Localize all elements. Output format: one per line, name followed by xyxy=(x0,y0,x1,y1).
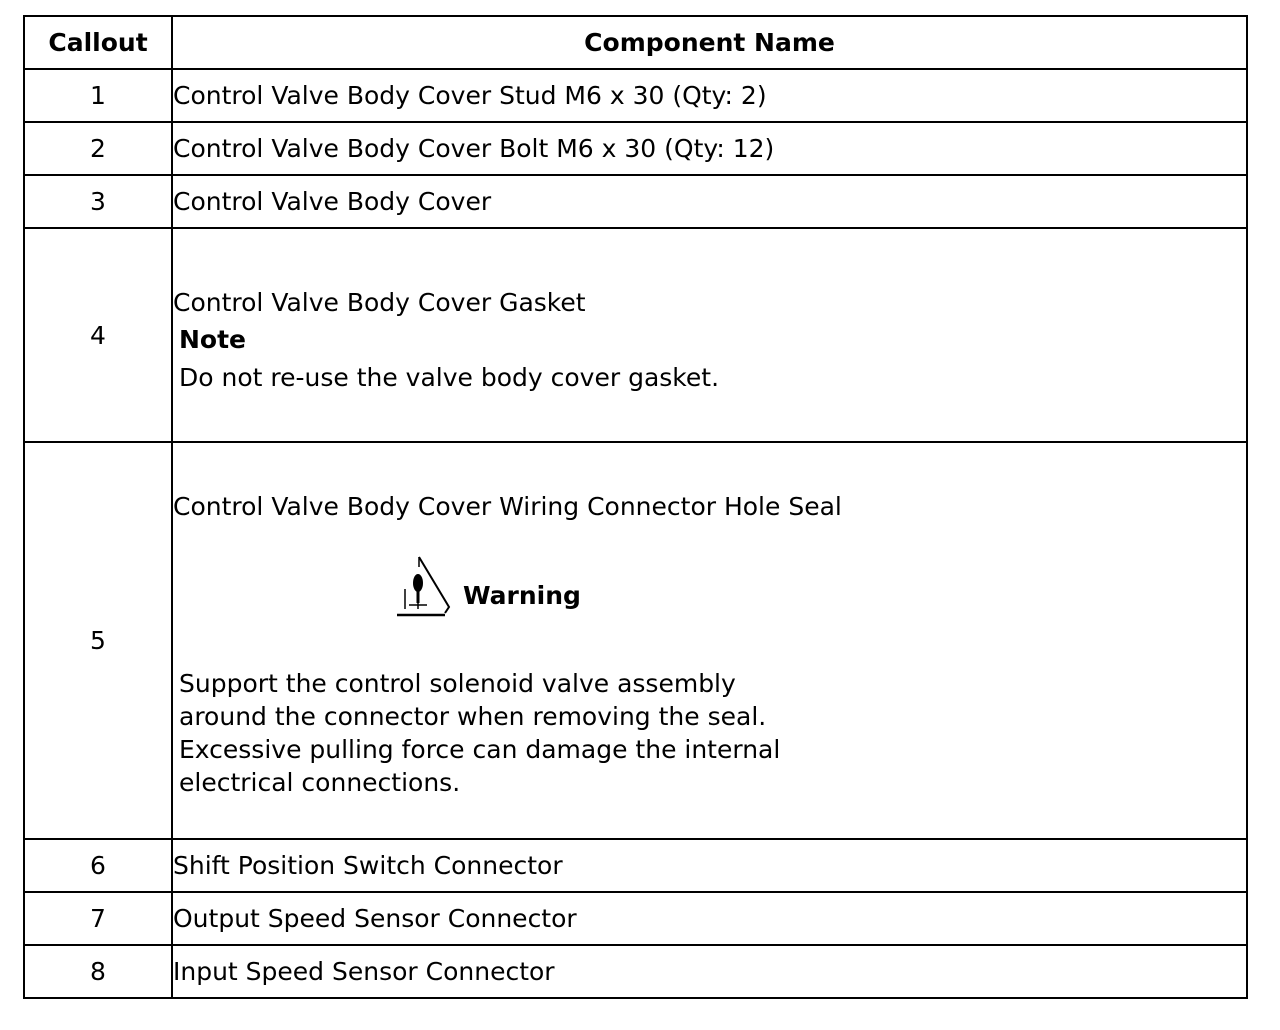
callout-header: Callout xyxy=(24,16,172,69)
component-table xyxy=(23,15,1248,999)
table-row xyxy=(24,175,1247,228)
component-name: Control Valve Body Cover Wiring Connector Hole Seal xyxy=(173,492,842,521)
table-row xyxy=(24,839,1247,892)
callout-number: 7 xyxy=(24,892,172,945)
note-text: Do not re-use the valve body cover gasket. xyxy=(179,363,720,392)
table-row xyxy=(24,442,1247,839)
header-row xyxy=(24,16,1247,69)
note-label: Note xyxy=(179,325,247,354)
component-name-header: Component Name xyxy=(172,16,1247,69)
table-row xyxy=(24,228,1247,442)
component-name: Output Speed Sensor Connector xyxy=(172,892,1247,945)
component-name: Control Valve Body Cover xyxy=(172,175,1247,228)
callout-number: 5 xyxy=(24,442,172,839)
callout-number: 1 xyxy=(24,69,172,122)
callout-number: 8 xyxy=(24,945,172,998)
component-name: Input Speed Sensor Connector xyxy=(172,945,1247,998)
warning-text: Support the control solenoid valve assembly around the connector when removing the seal. Excessive pulling force can damage the internal electrical connections. xyxy=(179,669,781,797)
callout-number: 6 xyxy=(24,839,172,892)
component-cell xyxy=(172,228,1247,442)
component-cell xyxy=(172,442,1247,839)
component-name: Control Valve Body Cover Stud M6 x 30 (Qty: 2) xyxy=(172,69,1247,122)
table-row xyxy=(24,892,1247,945)
table-row xyxy=(24,945,1247,998)
callout-number: 3 xyxy=(24,175,172,228)
component-name: Shift Position Switch Connector xyxy=(172,839,1247,892)
component-name: Control Valve Body Cover Bolt M6 x 30 (Qty: 12) xyxy=(172,122,1247,175)
warning-hand-icon xyxy=(395,555,453,617)
callout-number: 4 xyxy=(24,228,172,442)
table-row xyxy=(24,122,1247,175)
callout-number: 2 xyxy=(24,122,172,175)
component-name: Control Valve Body Cover Gasket xyxy=(173,288,586,317)
table-row xyxy=(24,69,1247,122)
warning-block xyxy=(173,545,1246,645)
warning-label: Warning xyxy=(463,581,581,610)
